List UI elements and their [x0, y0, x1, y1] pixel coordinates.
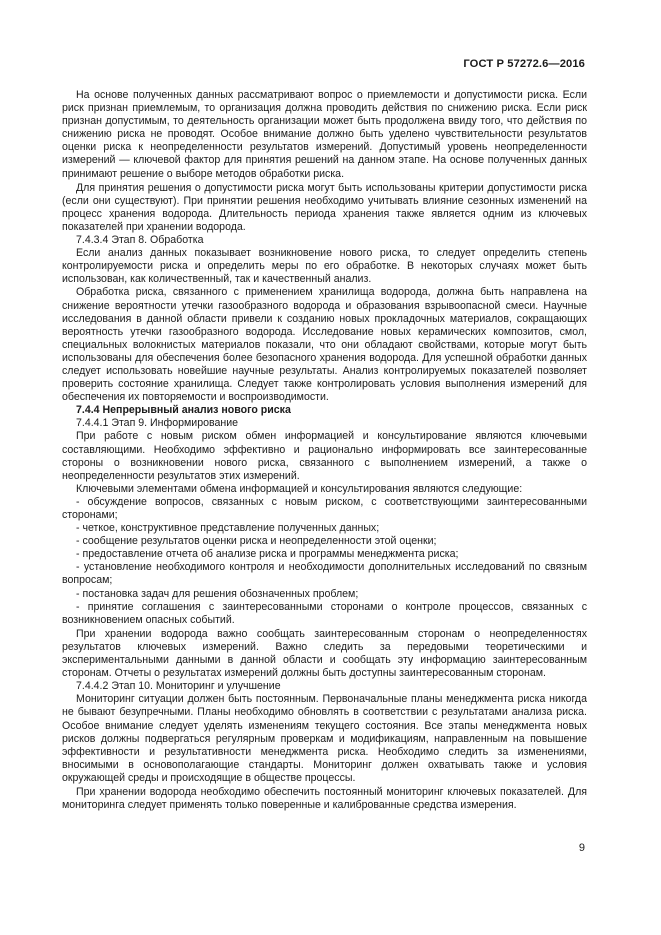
section-heading: 7.4.3.4 Этап 8. Обработка: [76, 234, 204, 247]
standard-header: ГОСТ Р 57272.6—2016: [463, 58, 585, 70]
paragraph: Обработка риска, связанного с применением хранилища водорода, должна быть направлена на снижение вероятности утечки газообразного водорода и образования взрывоопасной смеси. Научные исследования в данной области привели к созданию новых прокладочных материалов, сокращающих вероятность утечки газообразного водорода. Исследование новых керамических композитов, смол, специальных волокнистых материалов показали, что они обладают свойствами, которые могут быть использованы для обеспечения более безопасного хранения водорода. Для успешной обработки данных следует использовать новейшие научные результаты. Анализ контролируемых показателей позволяет проверить состояние хранилища. Следует также контролировать условия выполнения измерений для обеспечения их повторяемости и воспроизводимости.: [62, 286, 587, 404]
list-item: - принятие соглашения с заинтересованными сторонами о контроле процессов, связанных с возникновением опасных событий.: [62, 600, 587, 626]
list-item: - обсуждение вопросов, связанных с новым риском, с соответствующими заинтересованными сторонами;: [62, 495, 587, 521]
paragraph: При хранении водорода важно сообщать заинтересованным сторонам о неопределенностях результатов ключевых измерений. Важно следить за передовыми теоретическими и экспериментальными данными в данной области и сообщать эту информацию заинтересованным сторонам. Отчеты о результатах измерений должны быть доступны заинтересованным сторонам.: [62, 627, 587, 680]
paragraph: Мониторинг ситуации должен быть постоянным. Первоначальные планы менеджмента риска никогда не бывают безупречными. Планы необходимо обновлять в соответствии с результатами анализа риска. Особое внимание следует уделять изменениям текущего состояния. Все этапы менеджмента новых рисков должны подвергаться регулярным проверкам и модификациям, направленным на повышение эффективности и результативности менеджмента риска. Необходимо следить за изменениями, вносимыми в основополагающие стандарты. Мониторинг должен охватывать также и условия окружающей среды и происходящие в обществе процессы.: [62, 693, 587, 784]
list-item: - предоставление отчета об анализе риска и программы менеджмента риска;: [76, 548, 459, 561]
section-heading-bold: 7.4.4 Непрерывный анализ нового риска: [76, 404, 291, 417]
paragraph: При хранении водорода необходимо обеспечить постоянный мониторинг ключевых показателей. Для мониторинга следует применять только поверенные и калиброванные средства измерения.: [62, 785, 587, 812]
list-item: - постановка задач для решения обозначенных проблем;: [76, 587, 359, 600]
paragraph: Если анализ данных показывает возникновение нового риска, то следует определить степень контролируемости риска и определить меры по его обработке. В некоторых случаях может быть использован, как количественный, так и качественный анализ.: [62, 247, 587, 286]
section-heading: 7.4.4.2 Этап 10. Мониторинг и улучшение: [76, 680, 281, 693]
paragraph: Для принятия решения о допустимости риска могут быть использованы критерии допустимости риска (если они существуют). При принятии решения необходимо учитывать влияние сезонных изменений на процесс хранения водорода. Длительность периода хранения также является одним из ключевых показателей при хранении водорода.: [62, 181, 587, 233]
list-item: - четкое, конструктивное представление полученных данных;: [76, 522, 380, 535]
page-body: [62, 89, 587, 812]
paragraph: Ключевыми элементами обмена информацией и консультирования являются следующие:: [76, 482, 523, 495]
paragraph: На основе полученных данных рассматривают вопрос о приемлемости и допустимости риска. Если риск признан приемлемым, то организация должна проводить действия по снижению риска. Если риск признан допустимым, то деятельность организации может быть продолжена ввиду того, что действия по снижению риска не проводят. Особое внимание должно быть уделено чувствительности результатов оценки риска к неопределенности результатов измерений. Допустимый уровень неопределенности измерений — ключевой фактор для принятия решений на данном этапе. На основе полученных данных принимают решение о выборе методов обработки риска.: [62, 89, 587, 180]
page-number: 9: [578, 842, 585, 854]
section-heading: 7.4.4.1 Этап 9. Информирование: [76, 417, 239, 430]
list-item: - сообщение результатов оценки риска и неопределенности этой оценки;: [76, 535, 437, 548]
paragraph: При работе с новым риском обмен информацией и консультирование являются ключевыми составляющими. Необходимо эффективно и рационально информировать все заинтересованные стороны о возникновении нового риска, связанного с выполнением измерений, а также о неопределенности результатов этих измерений.: [62, 430, 587, 482]
list-item: - установление необходимого контроля и необходимости дополнительных исследований по связным вопросам;: [62, 561, 587, 587]
